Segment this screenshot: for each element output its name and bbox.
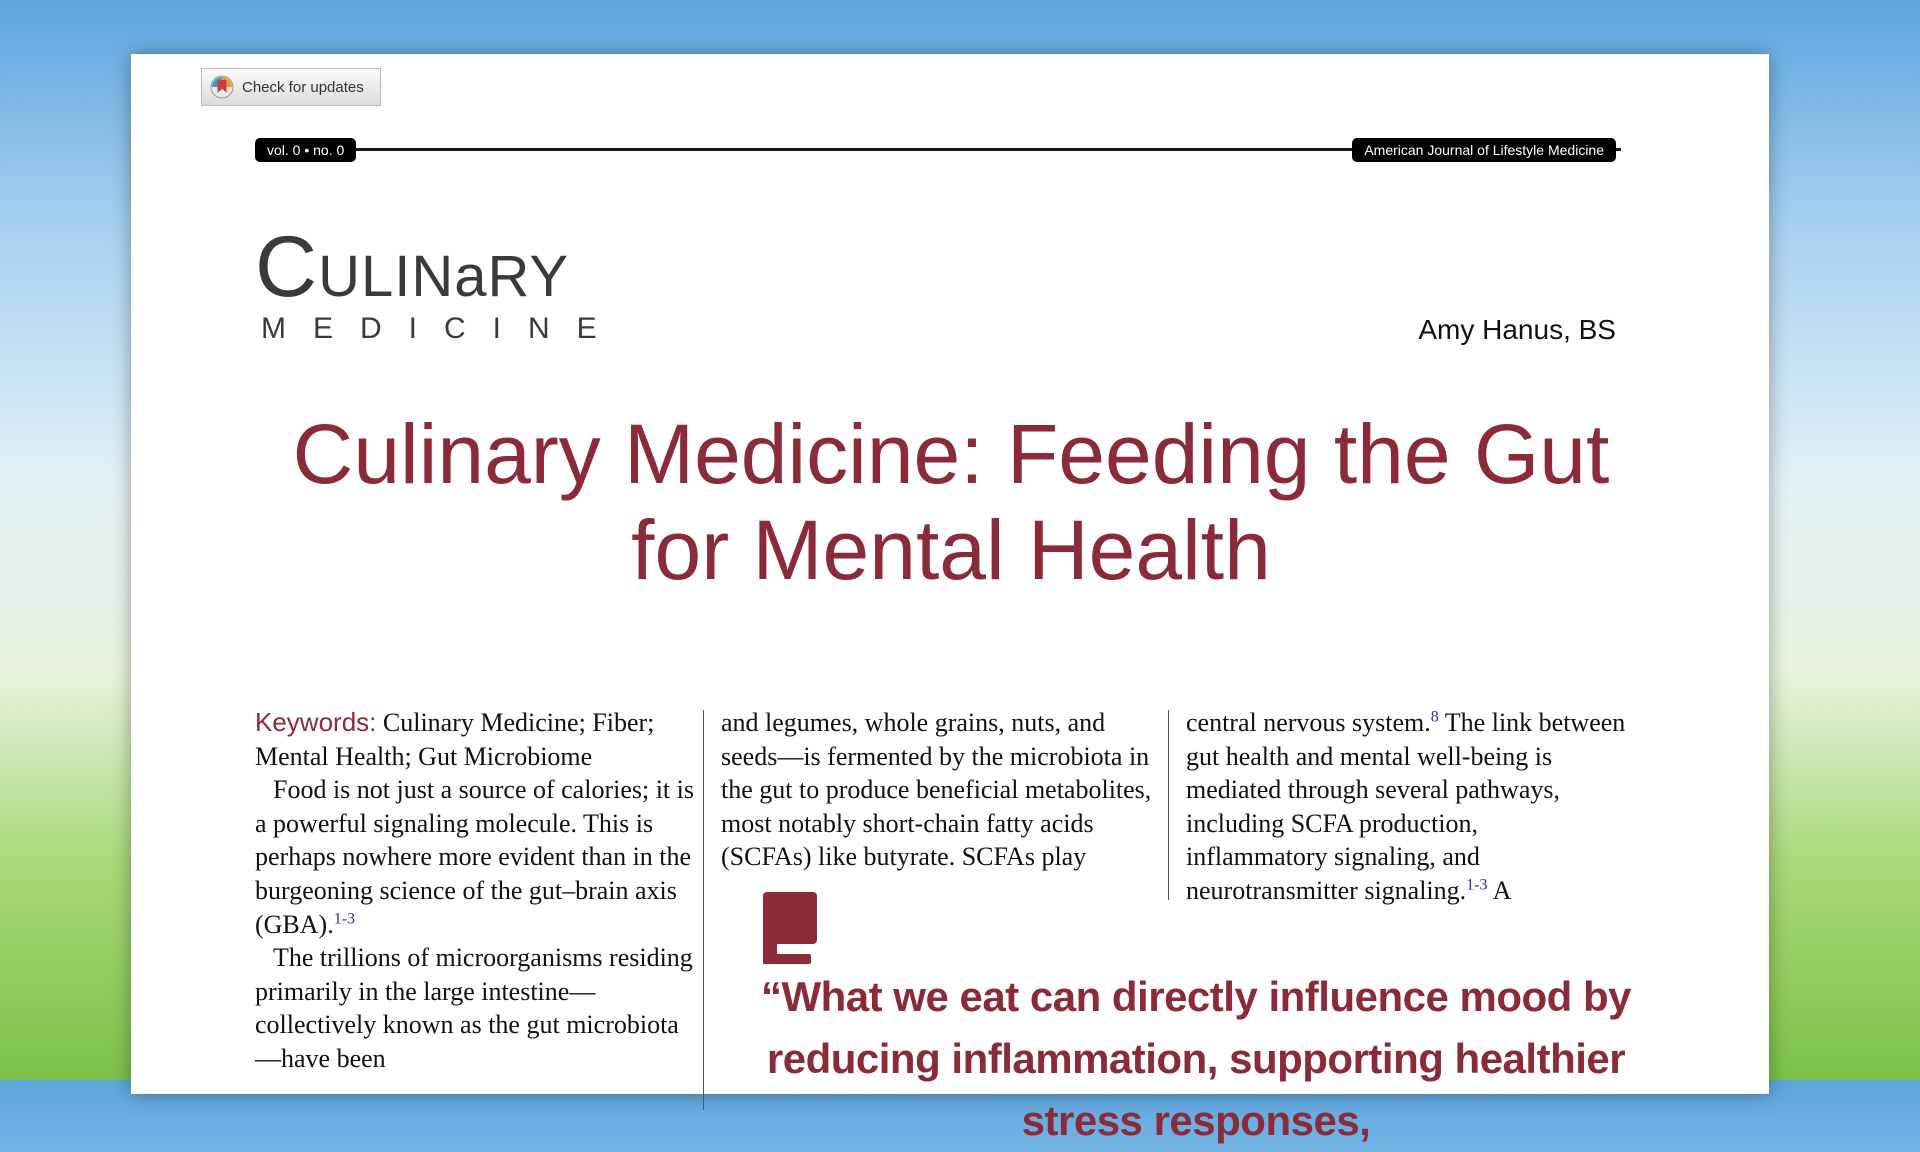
crossmark-icon	[210, 75, 234, 99]
citation-link[interactable]: 1-3	[1466, 876, 1488, 894]
check-for-updates-button[interactable]	[201, 68, 381, 106]
text-column-3	[1186, 706, 1626, 908]
citation-link[interactable]: 8	[1430, 708, 1439, 726]
pull-quote: “What we eat can directly influence mood by reducing inflammation, supporting healthier stress responses,	[760, 973, 1631, 1144]
author-name: Amy Hanus, BS	[1418, 314, 1616, 345]
culinary-medicine-logo	[255, 219, 655, 345]
logo-subtitle: MEDICINE	[261, 312, 624, 345]
check-for-updates-label: Check for updates	[242, 78, 364, 96]
paragraph: Food is not just a source of calories; it is a powerful signaling molecule. This is perhaps nowhere more evident than in the burgeoning science of the gut–brain axis (GBA).$^{1-3}$	[255, 775, 695, 939]
quote-mark-icon	[763, 892, 817, 964]
article-title: Culinary Medicine: Feeding the Gut for Mental Health	[292, 407, 1610, 597]
text-column-2	[721, 706, 1161, 874]
journal-badge: American Journal of Lifestyle Medicine	[1352, 138, 1616, 162]
paragraph: central nervous system.$^8$ The link between gut health and mental well-being is mediated through several pathways, including SCFA production, inflammatory signaling, and neurotransmitter signaling.$^{1-3}$ A	[1186, 708, 1626, 905]
volume-badge: vol. 0 • no. 0	[255, 138, 356, 162]
column-divider	[1168, 710, 1169, 900]
document-page	[131, 54, 1769, 1144]
paragraph: The trillions of microorganisms residing primarily in the large intestine—collectively known as the gut microbiota—have been	[255, 943, 693, 1073]
citation-link[interactable]: 1-3	[333, 909, 356, 927]
paragraph: and legumes, whole grains, nuts, and seeds—is fermented by the microbiota in the gut to produce beneficial metabolites, most notably short-chain fatty acids (SCFAs) like butyrate. SCFAs play	[721, 708, 1152, 872]
keywords-label: Keywords:	[255, 707, 377, 737]
keywords-text: Culinary Medicine; Fiber; Mental Health; Gut Microbiome	[255, 708, 655, 771]
keywords	[255, 706, 697, 773]
column-divider	[703, 710, 704, 1110]
logo-wordmark: CULINaRY	[255, 219, 570, 315]
text-column-1	[255, 706, 697, 1076]
